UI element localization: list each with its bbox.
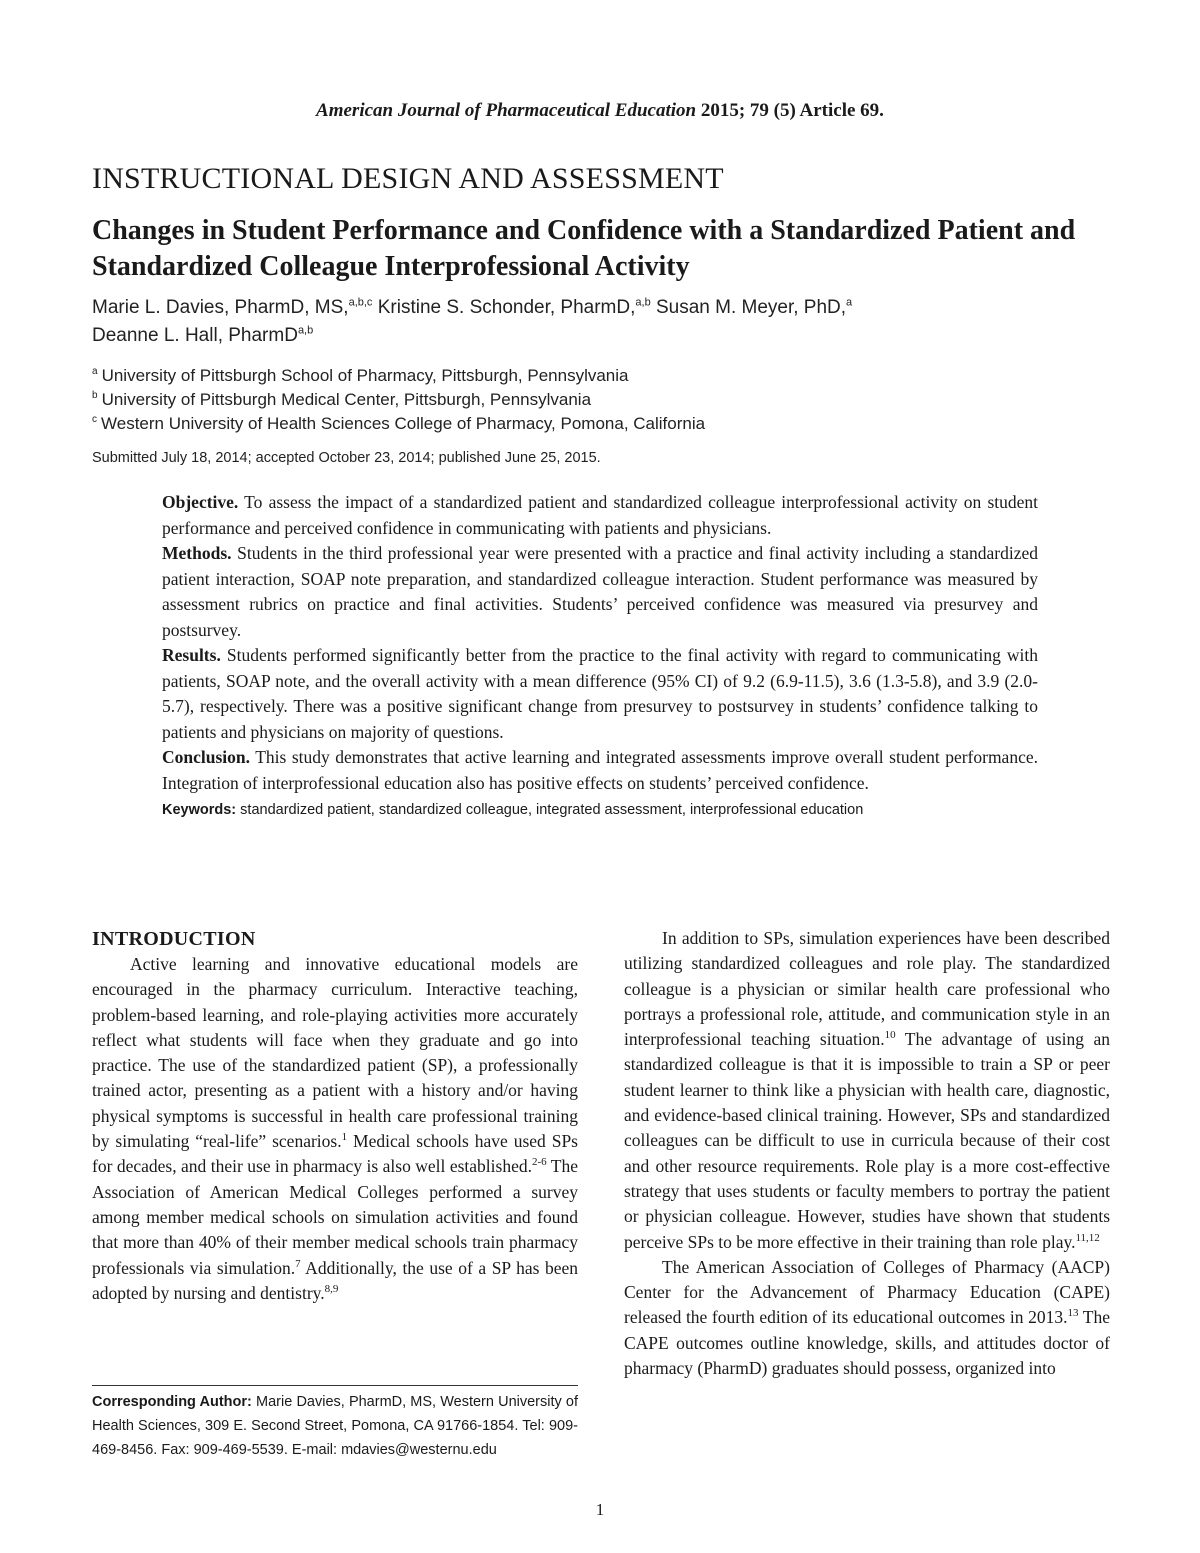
citation-ref: 7 [295, 1257, 301, 1270]
author-affil-mark: a,b [297, 324, 314, 337]
affiliation-mark: b [92, 390, 98, 402]
body-paragraph [624, 926, 1110, 1255]
left-column [92, 926, 578, 1306]
paragraph-text: The Association of American Medical Colleges performed a survey among member medical schools on simulation activities and found that more than 40% of their member medical schools train pharmacy professionals via simulation. [92, 1156, 578, 1278]
affiliation-item [92, 364, 1112, 388]
abstract-label: Objective. [162, 492, 239, 512]
citation-ref: 11,12 [1075, 1231, 1100, 1244]
abstract-text: This study demonstrates that active learning and integrated assessments improve overall student performance. Integration of interprofessional education also has positive effects on students’ perceived confidence. [162, 747, 1038, 793]
section-type: INSTRUCTIONAL DESIGN AND ASSESSMENT [92, 162, 724, 195]
article-title: Changes in Student Performance and Confidence with a Standardized Patient and Standardized Colleague Interprofessional Activity [92, 215, 1076, 282]
affiliation-item [92, 388, 1112, 412]
abstract-conclusion [162, 745, 1038, 796]
paragraph-text: Active learning and innovative educational models are encouraged in the pharmacy curriculum. Interactive teaching, problem-based learning, and role-playing activities more accurately reflect what students will face when they graduate and go into practice. The use of the standardized patient (SP), a professionally trained actor, presenting as a patient with a history and/or having physical symptoms is successful in health care professional training by simulating “real-life” scenarios. [92, 954, 578, 1152]
footnote-divider [92, 1385, 578, 1386]
abstract-objective [162, 490, 1038, 541]
body-paragraph [624, 1255, 1110, 1381]
citation-ref: 10 [884, 1029, 896, 1042]
author-list [92, 294, 1112, 350]
keywords-text: standardized patient, standardized colleague, integrated assessment, interprofessional education [240, 802, 864, 818]
affiliation-mark: a [92, 366, 98, 378]
affiliation-item [92, 412, 1112, 436]
affiliations [92, 364, 1112, 436]
page-number: 1 [595, 1500, 605, 1519]
citation-ref: 2-6 [531, 1156, 547, 1169]
abstract [162, 490, 1038, 821]
journal-header [0, 100, 1200, 122]
author-name: Deanne L. Hall, PharmD [92, 325, 298, 346]
abstract-text: Students in the third professional year were presented with a practice and final activity including a standardized patient interaction, SOAP note preparation, and standardized colleague interaction. Student performance was measured by assessment rubrics on practice and final activities. Students’ perceived confidence was measured via presurvey and postsurvey. [162, 543, 1038, 640]
affiliation-text: University of Pittsburgh School of Pharmacy, Pittsburgh, Pennsylvania [101, 366, 629, 385]
affiliation-text: Western University of Health Sciences College of Pharmacy, Pomona, California [101, 414, 706, 433]
affiliation-text: University of Pittsburgh Medical Center, Pittsburgh, Pennsylvania [101, 390, 592, 409]
author-affil-mark: a,b [635, 296, 651, 309]
author-affil-mark: a [846, 296, 853, 309]
author-name: Marie L. Davies, PharmD, MS, [92, 297, 349, 318]
paragraph-text: The American Association of Colleges of Pharmacy (AACP) Center for the Advancement of Pharmacy Education (CAPE) released the fourth edition of its educational outcomes in 2013. [624, 1256, 1110, 1328]
journal-citation: 2015; 79 (5) Article 69. [700, 100, 884, 121]
author-name: Susan M. Meyer, PhD, [655, 297, 847, 318]
paragraph-text: The CAPE outcomes outline knowledge, skills, and attitudes doctor of pharmacy (PharmD) graduates should possess, organized into [624, 1307, 1110, 1379]
journal-name: American Journal of Pharmaceutical Education [316, 100, 697, 121]
author-name: Kristine S. Schonder, PharmD, [377, 297, 636, 318]
abstract-label: Methods. [162, 543, 232, 563]
author-affil-mark: a,b,c [348, 296, 373, 309]
citation-ref: 8,9 [324, 1283, 339, 1296]
corresponding-text: Marie Davies, PharmD, MS, Western University of Health Sciences, 309 E. Second Street, Pomona, CA 91766-1854. Tel: 909-469-8456. Fax: 909-469-5539. E-mail: mdavies@westernu.edu [92, 1394, 578, 1458]
paragraph-text: Additionally, the use of a SP has been adopted by nursing and dentistry. [92, 1257, 578, 1303]
paragraph-text: The advantage of using an standardized colleague is that it is impossible to train a SP or peer student learner to think like a physician with health care, diagnostic, and evidence-based clinical training. However, SPs and standardized colleagues can be difficult to use in curricula because of their cost and other resource requirements. Role play is a more cost-effective strategy that uses students or faculty members to portray the patient or physician colleague. However, studies have shown that students perceive SPs to be more effective in their training than role play. [624, 1029, 1111, 1252]
paragraph-text: In addition to SPs, simulation experiences have been described utilizing standardized colleagues and role play. The standardized colleague is a physician or similar health care professional who portrays a professional role, attitude, and communication style in an interprofessional teaching situation. [624, 928, 1110, 1050]
abstract-methods [162, 541, 1038, 643]
body-paragraph [92, 952, 578, 1306]
affiliation-mark: c [92, 414, 97, 426]
abstract-results [162, 643, 1038, 745]
keywords [162, 799, 1038, 821]
corresponding-author [92, 1390, 578, 1462]
corresponding-label: Corresponding Author: [92, 1394, 252, 1410]
keywords-label: Keywords: [162, 802, 237, 818]
abstract-text: Students performed significantly better from the practice to the final activity with regard to communicating with patients, SOAP note, and the overall activity with a mean difference (95% CI) of 9.2 (6.9-11.5), 3.6 (1.3-5.8), and 3.9 (2.0-5.7), respectively. There was a positive significant change from presurvey to postsurvey in students’ confidence talking to patients and physicians on majority of questions. [162, 645, 1038, 742]
publication-dates: Submitted July 18, 2014; accepted October 23, 2014; published June 25, 2015. [92, 450, 601, 466]
citation-ref: 1 [341, 1131, 348, 1144]
abstract-text: To assess the impact of a standardized patient and standardized colleague interprofessional activity on student performance and perceived confidence in communicating with patients and physicians. [162, 492, 1038, 538]
abstract-label: Results. [162, 645, 221, 665]
right-column [624, 926, 1110, 1381]
abstract-label: Conclusion. [162, 747, 251, 767]
citation-ref: 13 [1067, 1307, 1079, 1320]
paragraph-text: Medical schools have used SPs for decades, and their use in pharmacy is also well established. [92, 1131, 578, 1177]
section-heading: INTRODUCTION [92, 928, 256, 950]
